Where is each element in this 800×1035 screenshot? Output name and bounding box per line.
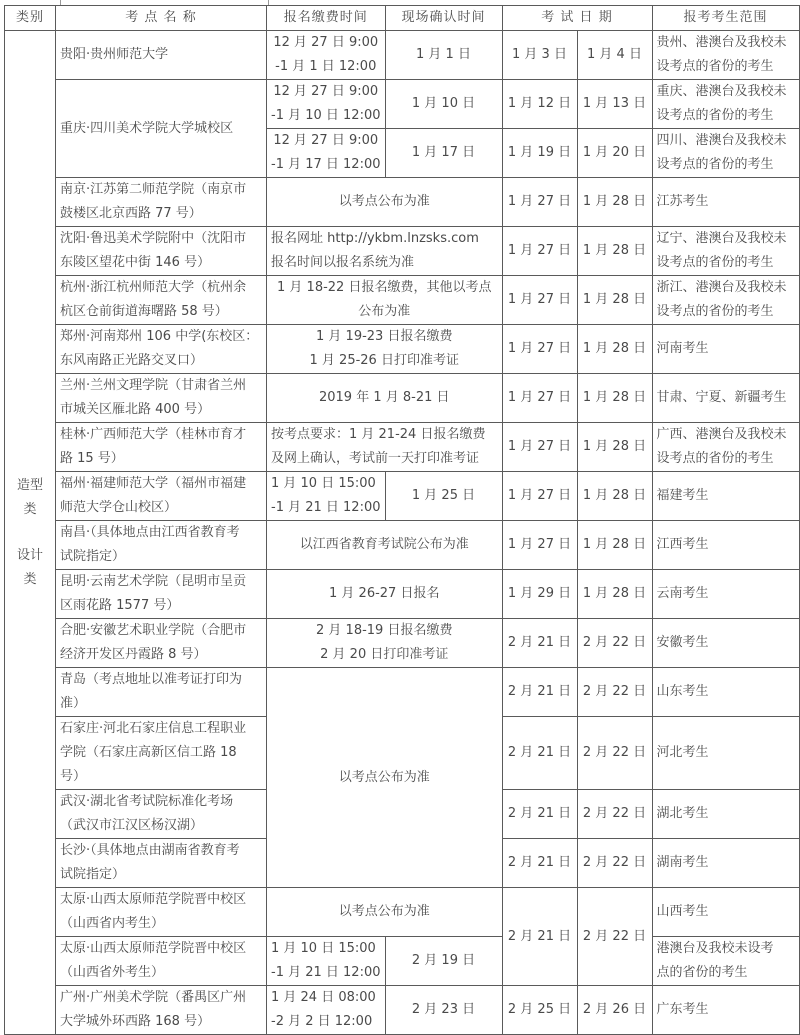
table-row (5, 178, 800, 227)
scope-line: 重庆、港澳台及我校未 (656, 84, 787, 99)
table-row (5, 80, 800, 129)
reg-line: 12 月 27 日 9:00 (273, 35, 379, 50)
header-confirmation: 现场确认时间 (385, 6, 502, 31)
exam-day1-cell: 2 月 21 日 (502, 839, 577, 888)
exam-day1-cell: 1 月 29 日 (502, 570, 577, 619)
site-text: 郑州·河南郑州 106 中学(东校区： (60, 329, 259, 344)
scope-line: 点的省份的考生 (656, 965, 748, 980)
site-text: 桂林·广西师范大学（桂林市育才 (60, 427, 247, 442)
scope-line: 港澳台及我校未设考 (656, 941, 774, 956)
reg-line: -1 月 21 日 12:00 (271, 500, 381, 515)
confirmation-cell: 2 月 19 日 (385, 937, 502, 986)
registration-cell: 1 月 26-27 日报名 (267, 570, 503, 619)
confirmation-cell: 1 月 1 日 (385, 31, 502, 80)
scope-cell: 河南考生 (652, 325, 799, 374)
table-row (5, 276, 800, 325)
site-text: （武汉市江汉区杨汉湖） (60, 818, 204, 833)
site-text: 广州·广州美术学院（番禺区广州 (60, 990, 247, 1005)
exam-day1-cell: 1 月 27 日 (502, 472, 577, 521)
exam-schedule-table (4, 5, 800, 1035)
table-row (5, 325, 800, 374)
site-text: 试院指定） (60, 549, 126, 564)
scope-cell: 甘肃、宁夏、新疆考生 (652, 374, 799, 423)
registration-cell (267, 31, 386, 80)
registration-cell (267, 80, 386, 129)
reg-line: 及网上确认，考试前一天打印准考证 (271, 451, 480, 466)
scope-cell: 广东考生 (652, 986, 799, 1035)
scope-cell (652, 129, 799, 178)
site-text: 号） (60, 769, 87, 784)
exam-day1-cell: 2 月 25 日 (502, 986, 577, 1035)
category-label-2: 类 (23, 501, 37, 517)
site-cell (56, 668, 267, 717)
category-label-1: 造型 (16, 477, 43, 493)
confirmation-cell: 1 月 25 日 (385, 472, 502, 521)
scope-line: 设考点的省份的考生 (656, 59, 774, 74)
exam-day1-cell: 1 月 27 日 (502, 374, 577, 423)
scope-cell: 山西考生 (652, 888, 799, 937)
registration-cell (267, 276, 503, 325)
table-row (5, 937, 800, 986)
header-category: 类别 (5, 6, 56, 31)
scope-line: 四川、港澳台及我校未 (656, 133, 787, 148)
site-text: 准） (60, 696, 87, 711)
exam-day2-cell: 2 月 22 日 (577, 717, 652, 790)
table-row (5, 31, 800, 80)
site-cell (56, 888, 267, 937)
reg-line: -2 月 2 日 12:00 (271, 1014, 373, 1029)
registration-cell (267, 423, 503, 472)
exam-day1-cell: 2 月 21 日 (502, 790, 577, 839)
scope-cell: 安徽考生 (652, 619, 799, 668)
table-row (5, 374, 800, 423)
exam-day2-cell: 1 月 28 日 (577, 325, 652, 374)
reg-line: 1 月 19-23 日报名缴费 (316, 329, 453, 344)
scope-cell (652, 80, 799, 129)
site-text: 南京·江苏第二师范学院（南京市 (60, 182, 247, 197)
exam-day2-cell: 2 月 22 日 (577, 839, 652, 888)
site-text: 东风南路正光路交叉口） (60, 353, 204, 368)
site-text: 兰州·兰州文理学院（甘肃省兰州 (60, 378, 247, 393)
site-cell (56, 276, 267, 325)
site-cell (56, 31, 267, 80)
registration-cell: 2019 年 1 月 8-21 日 (267, 374, 503, 423)
site-text: 昆明·云南艺术学院（昆明市呈贡 (60, 574, 247, 589)
scope-cell (652, 227, 799, 276)
site-text: 经济开发区丹霞路 8 号） (60, 647, 207, 662)
reg-line: 按考点要求：1 月 21-24 日报名缴费 (271, 427, 486, 442)
table-row (5, 668, 800, 717)
exam-day1-cell: 2 月 21 日 (502, 668, 577, 717)
registration-cell (267, 227, 503, 276)
registration-url: 报名网址 http://ykbm.lnzsks.com (271, 231, 479, 246)
site-text: 长沙·（具体地点由湖南省教育考 (60, 843, 240, 858)
reg-line: -1 月 17 日 12:00 (271, 157, 381, 172)
scope-line: 设考点的省份的考生 (656, 157, 774, 172)
reg-line: 报名时间以报名系统为准 (271, 255, 415, 270)
exam-day1-cell: 1 月 12 日 (502, 80, 577, 129)
reg-line: 1 月 10 日 15:00 (271, 941, 376, 956)
exam-day2-cell: 1 月 28 日 (577, 178, 652, 227)
exam-day2-cell: 1 月 28 日 (577, 472, 652, 521)
site-cell (56, 986, 267, 1035)
exam-day1-cell: 2 月 21 日 (502, 717, 577, 790)
site-cell (56, 472, 267, 521)
exam-day2-cell-merged: 2 月 22 日 (577, 888, 652, 986)
exam-day2-cell: 1 月 28 日 (577, 227, 652, 276)
reg-line: 1 月 25-26 日打印准考证 (309, 353, 459, 368)
scope-cell: 云南考生 (652, 570, 799, 619)
exam-day1-cell: 1 月 19 日 (502, 129, 577, 178)
scope-line: 设考点的省份的考生 (656, 108, 774, 123)
scope-cell (652, 937, 799, 986)
site-cell (56, 423, 267, 472)
category-label-4: 类 (23, 571, 37, 587)
site-text: 学院（石家庄高新区信工路 18 (60, 745, 237, 760)
site-cell (56, 937, 267, 986)
scope-line: 设考点的省份的考生 (656, 304, 774, 319)
table-row (5, 888, 800, 937)
reg-line: 1 月 24 日 08:00 (271, 990, 376, 1005)
reg-line: 12 月 27 日 9:00 (273, 133, 379, 148)
exam-day1-cell: 1 月 27 日 (502, 178, 577, 227)
table-row (5, 570, 800, 619)
registration-cell (267, 129, 386, 178)
site-text: 太原·山西太原师范学院晋中校区 (60, 892, 247, 907)
site-text: 武汉·湖北省考试院标准化考场 (60, 794, 234, 809)
site-cell (56, 790, 267, 839)
reg-line: 12 月 27 日 9:00 (273, 84, 379, 99)
exam-day1-cell: 1 月 27 日 (502, 276, 577, 325)
site-text: 东陵区望花中街 146 号） (60, 255, 211, 270)
site-cell (56, 80, 267, 178)
exam-day1-cell-merged: 2 月 21 日 (502, 888, 577, 986)
site-cell (56, 374, 267, 423)
site-text: 区雨花路 1577 号） (60, 598, 180, 613)
registration-cell: 以江西省教育考试院公布为准 (267, 521, 503, 570)
site-text: 杭区仓前街道海曙路 58 号） (60, 304, 228, 319)
exam-day2-cell: 1 月 28 日 (577, 374, 652, 423)
site-text: 师范大学仓山校区） (60, 500, 178, 515)
exam-day1-cell: 1 月 27 日 (502, 423, 577, 472)
scope-cell (652, 423, 799, 472)
exam-day1-cell: 1 月 27 日 (502, 227, 577, 276)
site-text: 福州·福建师范大学（福州市福建 (60, 476, 247, 491)
registration-cell (267, 937, 386, 986)
header-row (5, 6, 800, 31)
reg-line: 1 月 10 日 15:00 (271, 476, 376, 491)
exam-day2-cell: 2 月 22 日 (577, 619, 652, 668)
header-site: 考 点 名 称 (56, 6, 267, 31)
reg-line: 2 月 18-19 日报名缴费 (316, 623, 453, 638)
site-text: 南昌·（具体地点由江西省教育考 (60, 525, 240, 540)
site-cell (56, 227, 267, 276)
confirmation-cell: 1 月 17 日 (385, 129, 502, 178)
confirmation-cell: 1 月 10 日 (385, 80, 502, 129)
exam-day2-cell: 1 月 28 日 (577, 276, 652, 325)
exam-day1-cell: 1 月 27 日 (502, 521, 577, 570)
site-text: （山西省外考生） (60, 965, 165, 980)
site-text: 试院指定） (60, 867, 126, 882)
table-row (5, 423, 800, 472)
scope-cell (652, 31, 799, 80)
exam-day2-cell: 1 月 20 日 (577, 129, 652, 178)
reg-line: -1 月 10 日 12:00 (271, 108, 381, 123)
site-text: 青岛（考点地址以准考证打印为 (60, 672, 243, 687)
scope-line: 设考点的省份的考生 (656, 451, 774, 466)
registration-cell (267, 619, 503, 668)
reg-line: 公布为准 (358, 304, 411, 319)
reg-line: -1 月 21 日 12:00 (271, 965, 381, 980)
scope-line: 广西、港澳台及我校未 (656, 427, 787, 442)
site-cell (56, 717, 267, 790)
exam-day2-cell: 1 月 28 日 (577, 570, 652, 619)
exam-day2-cell: 1 月 13 日 (577, 80, 652, 129)
scope-cell: 湖北考生 (652, 790, 799, 839)
site-text: 杭州·浙江杭州师范大学（杭州余 (60, 280, 247, 295)
site-text: 鼓楼区北京西路 77 号） (60, 206, 202, 221)
scope-cell: 江西考生 (652, 521, 799, 570)
site-cell (56, 570, 267, 619)
table-row (5, 619, 800, 668)
header-scope: 报考考生范围 (652, 6, 799, 31)
registration-cell: 以考点公布为准 (267, 888, 503, 937)
scope-line: 浙江、港澳台及我校未 (656, 280, 787, 295)
scope-cell: 江苏考生 (652, 178, 799, 227)
scope-cell: 湖南考生 (652, 839, 799, 888)
exam-day2-cell: 1 月 28 日 (577, 521, 652, 570)
registration-cell (267, 986, 386, 1035)
exam-day2-cell: 2 月 26 日 (577, 986, 652, 1035)
scope-cell: 山东考生 (652, 668, 799, 717)
site-text: 合肥·安徽艺术职业学院（合肥市 (60, 623, 247, 638)
site-cell (56, 839, 267, 888)
registration-cell (267, 472, 386, 521)
confirmation-cell: 2 月 23 日 (385, 986, 502, 1035)
table-row (5, 521, 800, 570)
scope-line: 辽宁、港澳台及我校未 (656, 231, 787, 246)
reg-line: 2 月 20 日打印准考证 (320, 647, 449, 662)
table-row (5, 472, 800, 521)
registration-cell (267, 325, 503, 374)
site-cell (56, 178, 267, 227)
site-cell (56, 619, 267, 668)
exam-day2-cell: 2 月 22 日 (577, 790, 652, 839)
header-exam-date: 考 试 日 期 (502, 6, 652, 31)
table-row (5, 986, 800, 1035)
exam-day2-cell: 2 月 22 日 (577, 668, 652, 717)
site-text: 大学城外环西路 168 号） (60, 1014, 211, 1029)
exam-day1-cell: 1 月 3 日 (502, 31, 577, 80)
site-text: 石家庄·河北石家庄信息工程职业 (60, 721, 247, 736)
site-cell (56, 325, 267, 374)
scope-cell: 河北考生 (652, 717, 799, 790)
registration-cell: 以考点公布为准 (267, 178, 503, 227)
site-text: （山西省内考生） (60, 916, 165, 931)
exam-day2-cell: 1 月 28 日 (577, 423, 652, 472)
scope-cell (652, 276, 799, 325)
site-text: 路 15 号） (60, 451, 124, 466)
category-label-3: 设计 (16, 547, 43, 563)
registration-cell-merged: 以考点公布为准 (267, 668, 503, 888)
exam-day2-cell: 1 月 4 日 (577, 31, 652, 80)
scope-line: 贵州、港澳台及我校未 (656, 35, 787, 50)
scope-line: 设考点的省份的考生 (656, 255, 774, 270)
reg-line: -1 月 1 日 12:00 (275, 59, 377, 74)
site-text: 重庆·四川美术学院大学城校区 (60, 120, 234, 136)
reg-line: 1 月 18-22 日报名缴费，其他以考点 (277, 280, 492, 295)
site-text: 市城关区雁北路 400 号） (60, 402, 211, 417)
category-cell (5, 31, 56, 1035)
scope-cell: 福建考生 (652, 472, 799, 521)
exam-day1-cell: 1 月 27 日 (502, 325, 577, 374)
table-row (5, 227, 800, 276)
exam-day1-cell: 2 月 21 日 (502, 619, 577, 668)
header-registration: 报名缴费时间 (267, 6, 386, 31)
site-text: 太原·山西太原师范学院晋中校区 (60, 941, 247, 956)
site-cell (56, 521, 267, 570)
site-text: 贵阳·贵州师范大学 (60, 47, 169, 62)
site-text: 沈阳·鲁迅美术学院附中（沈阳市 (60, 231, 247, 246)
